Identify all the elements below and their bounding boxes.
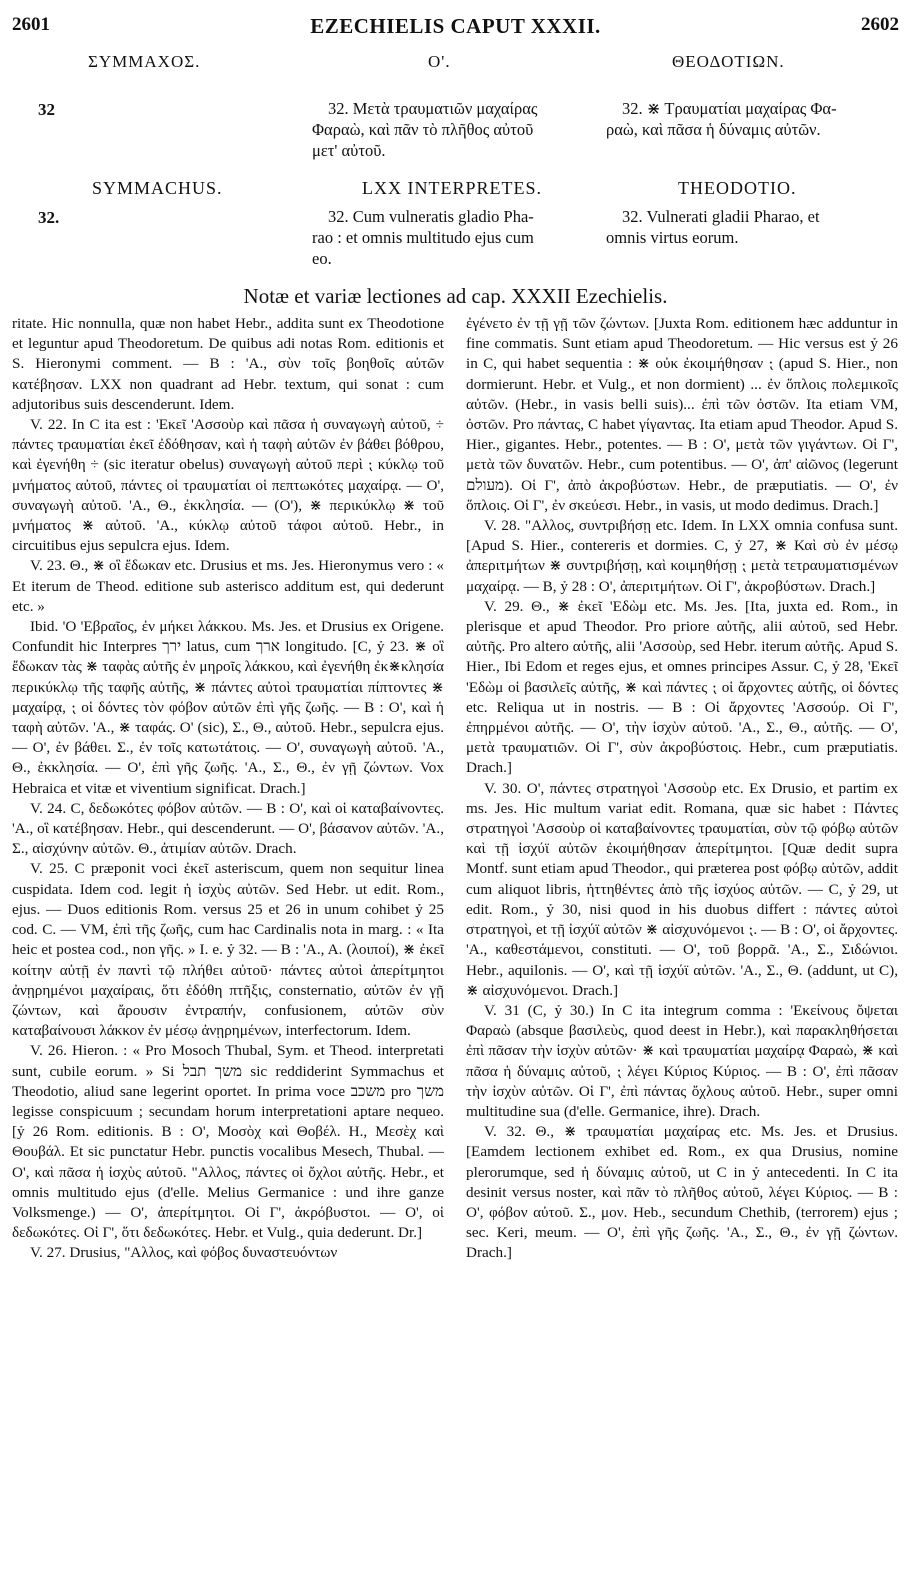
theodotion-greek-heading: ΘΕΟΔΟΤΙΩΝ. [672,52,785,71]
note-paragraph: V. 26. Hieron. : « Pro Mosoch Thubal, Sym. et Theod. interpretati sunt, cubile eorum. » Si משך תבל sic reddiderint Symmachus et Theodotio, aliud sane legerint oportet. In prima voce משכב pro משך legisse conspicuum ; secundam horum interpretationi aptare nequeo. [ỷ 26 Rom. editionis. B : Ο', Μοσὸχ καὶ Θοβέλ. Η., Μεσὲχ καὶ Θουβάλ. Et sic punctatur Hebr. punctis vocalibus Mesech, Thubal. — Ο', καὶ πᾶσα ἡ ἰσχὺς αὐτοῦ. "Αλλος, πάντες οἱ ὄχλοι αὐτῆς. Hebr., et omnis multitudo ejus (d'elle. Melius Germanice : und ihre ganze Volksmenge.) — Ο', ἀπερίτμητοι. Οἱ Γ', ἀκρόβυστοι. — Ο', οἱ δεδωκότες. Οἱ Γ', ὅτι δεδωκότες. Hebr. et Vulg., quia dederunt. Dr.] [12,1042,444,1242]
symmachus-greek-verse: 32 [38,100,55,119]
note-paragraph: V. 32. Θ., ⋇ τραυματίαι μαχαίρας etc. Ms. Jes. et Drusius. [Eamdem lectionem exhibet ed. Rom., ex qua Drusius, nomine plerorumque, sed ἡ δύναμις αὐτοῦ, ut C in ỷ antecedenti. In C ita desinit versus noster, καὶ πᾶν τὸ πλῆθος αὐτοῦ, λέγει Κύριος. — B : Ο', φόβον αὐτοῦ. Σ., μον. Heb., secundum Chethib, (terrorem) ejus ; sec. Keri, meum. — Ο', ἐπὶ γῆς ζωῆς. 'Α., Σ., Θ., ἐν γῇ ζώντων. Drach.] [466,1123,898,1262]
theodotion-greek-line: 32. ⋇ Τραυματίαι μαχαίρας Φα- [622,99,837,118]
theodotion-latin-line: omnis virtus eorum. [606,228,739,247]
lxx-latin-line: eo. [312,249,332,268]
note-paragraph: V. 22. In C ita est : 'Εκεῖ 'Ασσοὺρ καὶ πᾶσα ἡ συναγωγὴ αὐτοῦ, ÷ πάντες τραυματίαι ἐκεῖ ἐδόθησαν, καὶ ἡ ταφὴ αὐτῶν ἐν βάθει βόθρου, καὶ ἐγενήθη ÷ (sic iteratur obelus) συναγωγὴ αὐτοῦ περὶ ⁏ κύκλῳ τοῦ μνήματος αὐτοῦ, πάντες οἱ τραυματίαι οἱ πεπτωκότες μαχαίρᾳ. — Ο', συναγωγὴ αὐτοῦ. 'Α., Θ., ἐκκλησία. — (Ο'), ⋇ περικύκλῳ ⋇ τοῦ μνήματος ⋇ αὐτοῦ. 'Α., κύκλῳ αὐτοῦ τάφοι αὐτοῦ. Hebr., in circuitibus ejus sepulcra ejus. Idem. [12,416,444,555]
note-paragraph: ἐγένετο ἐν τῇ γῇ τῶν ζώντων. [Juxta Rom. editionem hæc adduntur in fine commatis. Sunt etiam apud Theodoretum. — Hic versus est ỷ 26 in C, qui habet sequentia : ⋇ οὐκ ἐκοιμήθησαν ⁏ (apud S. Hier., non dormierunt. Hebr. et Vulg., et non dormient) ... ἐν ὅπλοις πολεμικοῖς αὐτῶν. (Hebr., in vasis belli suis)... ἐπὶ τῶν ὀστῶν. Ita etiam VM, ὀστῶν. Pro πάντας, C habet γίγαντας. Ita etiam apud Theodor. Apud S. Hier., gigantes. Hebr., potentes. — B : Ο', μετὰ τῶν γιγάντων. Οἱ Γ', μετὰ τῶν δυνατῶν. Hebr., cum potentibus. — Ο', ἀπ' αἰῶνος (legerunt מעולם). Οἱ Γ', ἀπὸ ἀκροβύστων. Hebr., de præputiatis. — Ο', ἐν ὅπλοις. Οἱ Γ', ἐν σκεύεσι. Hebr., in vasis, ut modo dedimus. Drach.] [466,315,898,514]
note-paragraph: V. 23. Θ., ⋇ οἳ ἔδωκαν etc. Drusius et ms. Jes. Hieronymus vero : « Et iterum de Theod. editione sub asterisco additum est, qui dederunt etc. » [12,557,444,615]
notes-title: Notæ et variæ lectiones ad cap. XXXII Ezechielis. [243,284,668,308]
lxx-greek-heading: Ο'. [428,52,451,71]
notes-left-column [12,314,444,1576]
theodotion-latin-text [606,206,906,248]
page-number-right: 2602 [861,14,899,35]
lxx-greek-text [312,98,612,161]
note-paragraph: V. 25. C præponit voci ἐκεῖ asteriscum, quem non sequitur linea cuspidata. Idem cod. legit ἡ ἰσχὺς αὐτῶν. Sed Hebr. ut edit. Rom., ejus. — Duos editionis Rom. versus 25 et 26 in unum cohibet ỷ 25 cod. C. — VM, ἐπὶ τῆς ζωῆς, cum hac Cardinalis nota in marg. : « Ita heic et postea cod., non γῆς. » I. e. ỷ 32. — B : 'Α., Α. (λοιποί), ⋇ ἐκεῖ κοίτην αὐτῇ ἐν παντὶ τῷ πλήθει αὐτοῦ· πάντες αὐτοὶ ἀπερίτμητοι ἀνῃρημένοι μαχαίραις, ὅτι ἐδόθη πτῆξις, consternatio, αὐτῶν ἐν γῇ ζώντων, καὶ ἄρουσιν ἐντραπήν, confusionem, αὐτῶν σὺν καταβαίνουσι λάκκον ἐν μέσῳ ἀνῃρημένων, interfectorum. Idem. [12,860,444,1040]
lxx-greek-line: μετ' αὐτοῦ. [312,141,386,160]
symmachus-latin-verse: 32. [38,208,60,227]
lxx-latin-text [312,206,602,269]
lxx-latin-heading: LXX INTERPRETES. [362,178,542,198]
note-paragraph: V. 28. "Αλλος, συντριβήσῃ etc. Idem. In LXX omnia confusa sunt. [Apud S. Hier., contereris et dormies. C, ỷ 27, ⋇ Καὶ σὺ ἐν μέσῳ ἀπεριτμήτων ⋇ συντριβήσῃ, καὶ κοιμηθήσῃ ⁏ μετὰ τετραυματισμένων μαχαίρᾳ. — B, ỷ 28 : Ο', ἀπεριτμήτων. Οἱ Γ', ἀκροβύστων. Drach.] [466,517,898,595]
theodotion-latin-heading: THEODOTIO. [678,178,797,198]
theodotion-latin-line: 32. Vulnerati gladii Pharao, et [622,207,820,226]
lxx-greek-line: 32. Μετὰ τραυματιῶν μαχαίρας [328,99,538,118]
theodotion-greek-text [606,98,906,140]
lxx-greek-line: Φαραὼ, καὶ πᾶν τὸ πλῆθος αὐτοῦ [312,120,534,139]
note-paragraph: V. 30. Ο', πάντες στρατηγοὶ 'Ασσοὺρ etc. Ex Drusio, et partim ex ms. Jes. Hic multum variat edit. Romana, quæ sic habet : Πάντες στρατηγοὶ 'Ασσοὺρ οἱ καταβαίνοντες τραυματίαι, σὺν τῷ φόβῳ αὐτῶν καὶ τῇ ἰσχύϊ αὐτῶν ἐκοιμήθησαν ἀπερίτμητοι. [Quæ dedit supra Montf. sunt etiam apud Theodor., qui præterea post φόβῳ αὐτῶν, addit cum aliquot libris, ἡττηθέντες ἀπὸ τῆς ἰσχύος αὐτῶν. — C, ỷ 29, ut edit. Rom., ỷ 30, nisi quod in his duobus differt : πάντες αὐτοὶ στρατηγοὶ, et τῇ ἰσχύϊ αὐτῶν ⋇ αἰσχυνόμενοι ⁏. — B : Ο', οἱ ἄρχοντες. 'Α., καθεστάμενοι, constituti. — Ο', τοῦ βορρᾶ. 'Α., Σ., Σιδώνιοι. Hebr., aquilonis. — Ο', καὶ τῇ ἰσχύϊ αὐτῶν. 'Α., Σ., Θ. (addunt, ut C), ⋇ αἰσχυνόμενοι. Drach.] [466,779,898,999]
page-number-left: 2601 [12,14,50,35]
symmachus-greek-heading: ΣΥΜΜΑΧΟΣ. [88,52,201,71]
lxx-latin-line: 32. Cum vulneratis gladio Pha- [328,207,534,226]
note-paragraph: V. 29. Θ., ⋇ ἐκεῖ 'Εδὼμ etc. Ms. Jes. [Ita, juxta ed. Rom., in plerisque et apud Theodor. Pro priore αὐτῆς, alii αὐτοῦ, sed Hebr. αὐτῆς. Pro altero αὐτῆς, alii 'Ασσοὺρ, sed Hebr. iterum αὐτῆς. Apud S. Hier., Ibi Edom et reges ejus, et omnes principes Assur. C, ỷ 28, 'Εκεῖ 'Εδὼμ οἱ βασιλεῖς αὐτῆς, ⋇ καὶ πάντες ⁏ οἱ ἄρχοντες αὐτῆς, οἱ δόντες etc. Reliqua ut in nostris. — B : Οἱ ἄρχοντες 'Ασσούρ. Οἱ Γ', ἐπηρμένοι αὐτῆς. — Ο', τὴν ἰσχὺν αὐτοῦ. 'Α., Σ., Θ., αὐτῆς. — Ο', μετὰ τραυματιῶν. Οἱ Γ', σὺν ἀκροβύστοις. Hebr., cum præputiatis. Drach.] [466,597,898,777]
notes-right-column [466,314,898,1576]
note-paragraph: V. 24. C, δεδωκότες φόβον αὐτῶν. — B : Ο', καὶ οἱ καταβαίνοντες. 'Α., οἳ κατέβησαν. Hebr., qui descenderunt. — Ο', βάσανον αὐτῶν. 'Α., Σ., αἰσχύνην αὐτῶν. Θ., ἀτιμίαν αὐτῶν. Drach. [12,799,444,858]
symmachus-latin-heading: SYMMACHUS. [92,178,223,198]
note-paragraph: V. 27. Drusius, "Αλλος, καὶ φόβος δυναστευόντων [30,1244,338,1262]
theodotion-greek-line: ραὼ, καὶ πᾶσα ἡ δύναμις αὐτῶν. [606,120,821,139]
note-paragraph: V. 31 (C, ỷ 30.) In C ita integrum comma : 'Εκείνους ὄψεται Φαραὼ (absque βασιλεὺς, quod deest in Hebr.), καὶ παρακληθήσεται ἐπὶ πᾶσαν τὴν ἰσχὺν αὐτῶν· ⋇ καὶ τραυματίαι μαχαίρᾳ Φαραὼ, ⋇ καὶ πᾶσα ἡ δύναμις αὐτοῦ, ⁏ λέγει Κύριος Κύριος. — B : Ο', ἐπὶ πᾶσαν τὴν ἰσχὺν αὐτῶν. Οἱ Γ', ἐπὶ πάντας ὄχλους αὐτοῦ. Hebr., super omni multitudine sua (d'elle. Germanice, ihre). Drach. [466,1001,898,1120]
note-paragraph: Ibid. 'Ο 'Εβραῖος, ἐν μήκει λάκκου. Ms. Jes. et Drusius ex Origene. Confundit hic Interpres ירך latus, cum ארך longitudo. [C, ỷ 23. ⋇ οἳ ἔδωκαν τὰς ⋇ ταφὰς αὐτῆς ἐν μηροῖς λάκκου, καὶ ἐγενήθη ἐκ⋇κλησία περικύκλῳ τῆς ταφῆς αὐτῆς, ⋇ πάντες αὐτοὶ τραυματίαι πίπτοντες ⋇ μαχαίρᾳ, ⁏ οἱ δόντες τὸν φόβον αὐτῶν ἐπὶ γῆς ζωῆς. — B : Ο', καὶ ἡ ταφὴ αὐτῶν. 'Α., ⋇ ταφάς. Ο' (sic), Σ., Θ., αὐτοῦ. Hebr., sepulcra ejus. — Ο', ἐν βάθει. Σ., ἐν τοῖς κατωτάτοις. — Ο', συναγωγὴ αὐτοῦ. 'Α., Θ., ἐκκλησία. — Ο', ἐπὶ γῆς ζωῆς. 'Α., Σ., Θ., ἐν γῇ ζώντων. Vox Hebraica et vitæ et viventium significat. Drach.] [12,618,444,797]
note-paragraph: ritate. Hic nonnulla, quæ non habet Hebr., addita sunt ex Theodotione et leguntur apud Theodoretum. De quibus adi notas Rom. editionis et S. Hieronymi comment. — B : 'Α., σὺν τοῖς βοηθοῖς αὐτῶν κατέβησαν. LXX non quadrant ad Hebr. textum, qui sonat : cum adjutoribus suis descenderunt. Idem. [12,315,444,413]
lxx-latin-line: rao : et omnis multitudo ejus cum [312,228,534,247]
page-title: EZECHIELIS CAPUT XXXII. [310,14,601,38]
